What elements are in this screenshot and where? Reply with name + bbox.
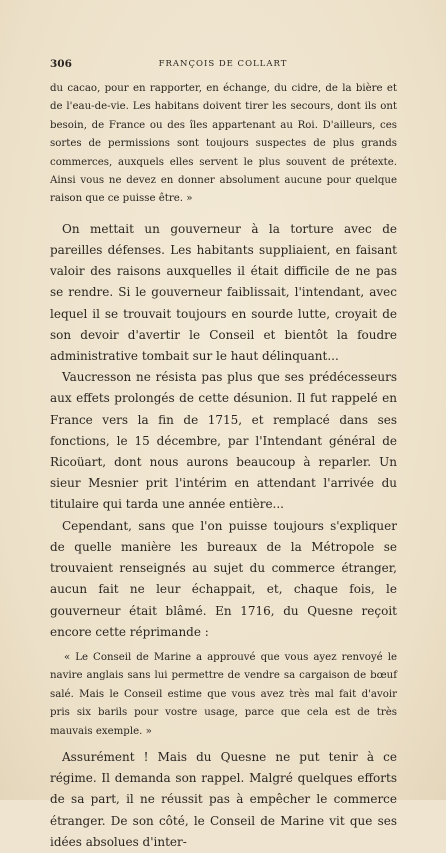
running-title: FRANÇOIS DE COLLART [158, 59, 288, 69]
quotation-block: du cacao, pour en rapporter, en échange, du cidre, de la bière et de l'eau-de-vie. Les habitans doivent tirer les secours, dont ils ont besoin, de France ou des îles appartenant au Roi. D'ailleurs, ces sortes de permissions sont toujours suspectes de plus grands commerces, auxquels elles servent le plus souvent de prétexte. Ainsi vous ne devez en donner absolument aucune pour quelque raison que ce puisse être. » [50, 83, 397, 205]
page-body [50, 80, 397, 853]
paragraph: On mettait un gouverneur à la torture avec de pareilles défenses. Les habitants suppliaient, en faisant valoir des raisons auxquelles il était difficile de ne pas se rendre. Si le gouverneur faiblissait, l'intendant, avec lequel il se trouvait toujours en sourde lutte, croyait de son devoir d'avertir le Conseil et bientôt la foudre administrative tombait sur le haut délinquant... [50, 221, 397, 364]
paragraph: Assurément ! Mais du Quesne ne put tenir à ce régime. Il demanda son rappel. Malgré quelques efforts de sa part, il ne réussit pas à empêcher le commerce étranger. De son côté, le Conseil de Marine vit que ses idées absolues d'inter- [50, 749, 397, 849]
page-number: 306 [50, 58, 72, 70]
paragraph: Vaucresson ne résista pas plus que ses prédécesseurs aux effets prolongés de cette désunion. Il fut rappelé en France vers la fin de 1715, et remplacé dans ses fonctions, le 15 décembre, par l'Intendant général de Ricoüart, dont nous aurons beaucoup à reparler. Un sieur Mesnier prit l'intérim en attendant l'arrivée du titulaire qui tarda une année entière... [50, 370, 397, 512]
page-header [50, 58, 396, 72]
paragraph: Cependant, sans que l'on puisse toujours s'expliquer de quelle manière les bureaux de la Métropole se trouvaient renseignés au sujet du commerce étranger, aucun fait ne leur échappait, et, chaque fois, le gouverneur était blâmé. En 1716, du Quesne reçoit encore cette réprimande : [50, 518, 397, 639]
quotation-block: « Le Conseil de Marine a approuvé que vous ayez renvoyé le navire anglais sans lui permettre de vendre sa cargaison de bœuf salé. Mais le Conseil estime que vous avez très mal fait d'avoir pris six barils pour vostre usage, parce que cela est de très mauvais exemple. » [50, 651, 397, 737]
